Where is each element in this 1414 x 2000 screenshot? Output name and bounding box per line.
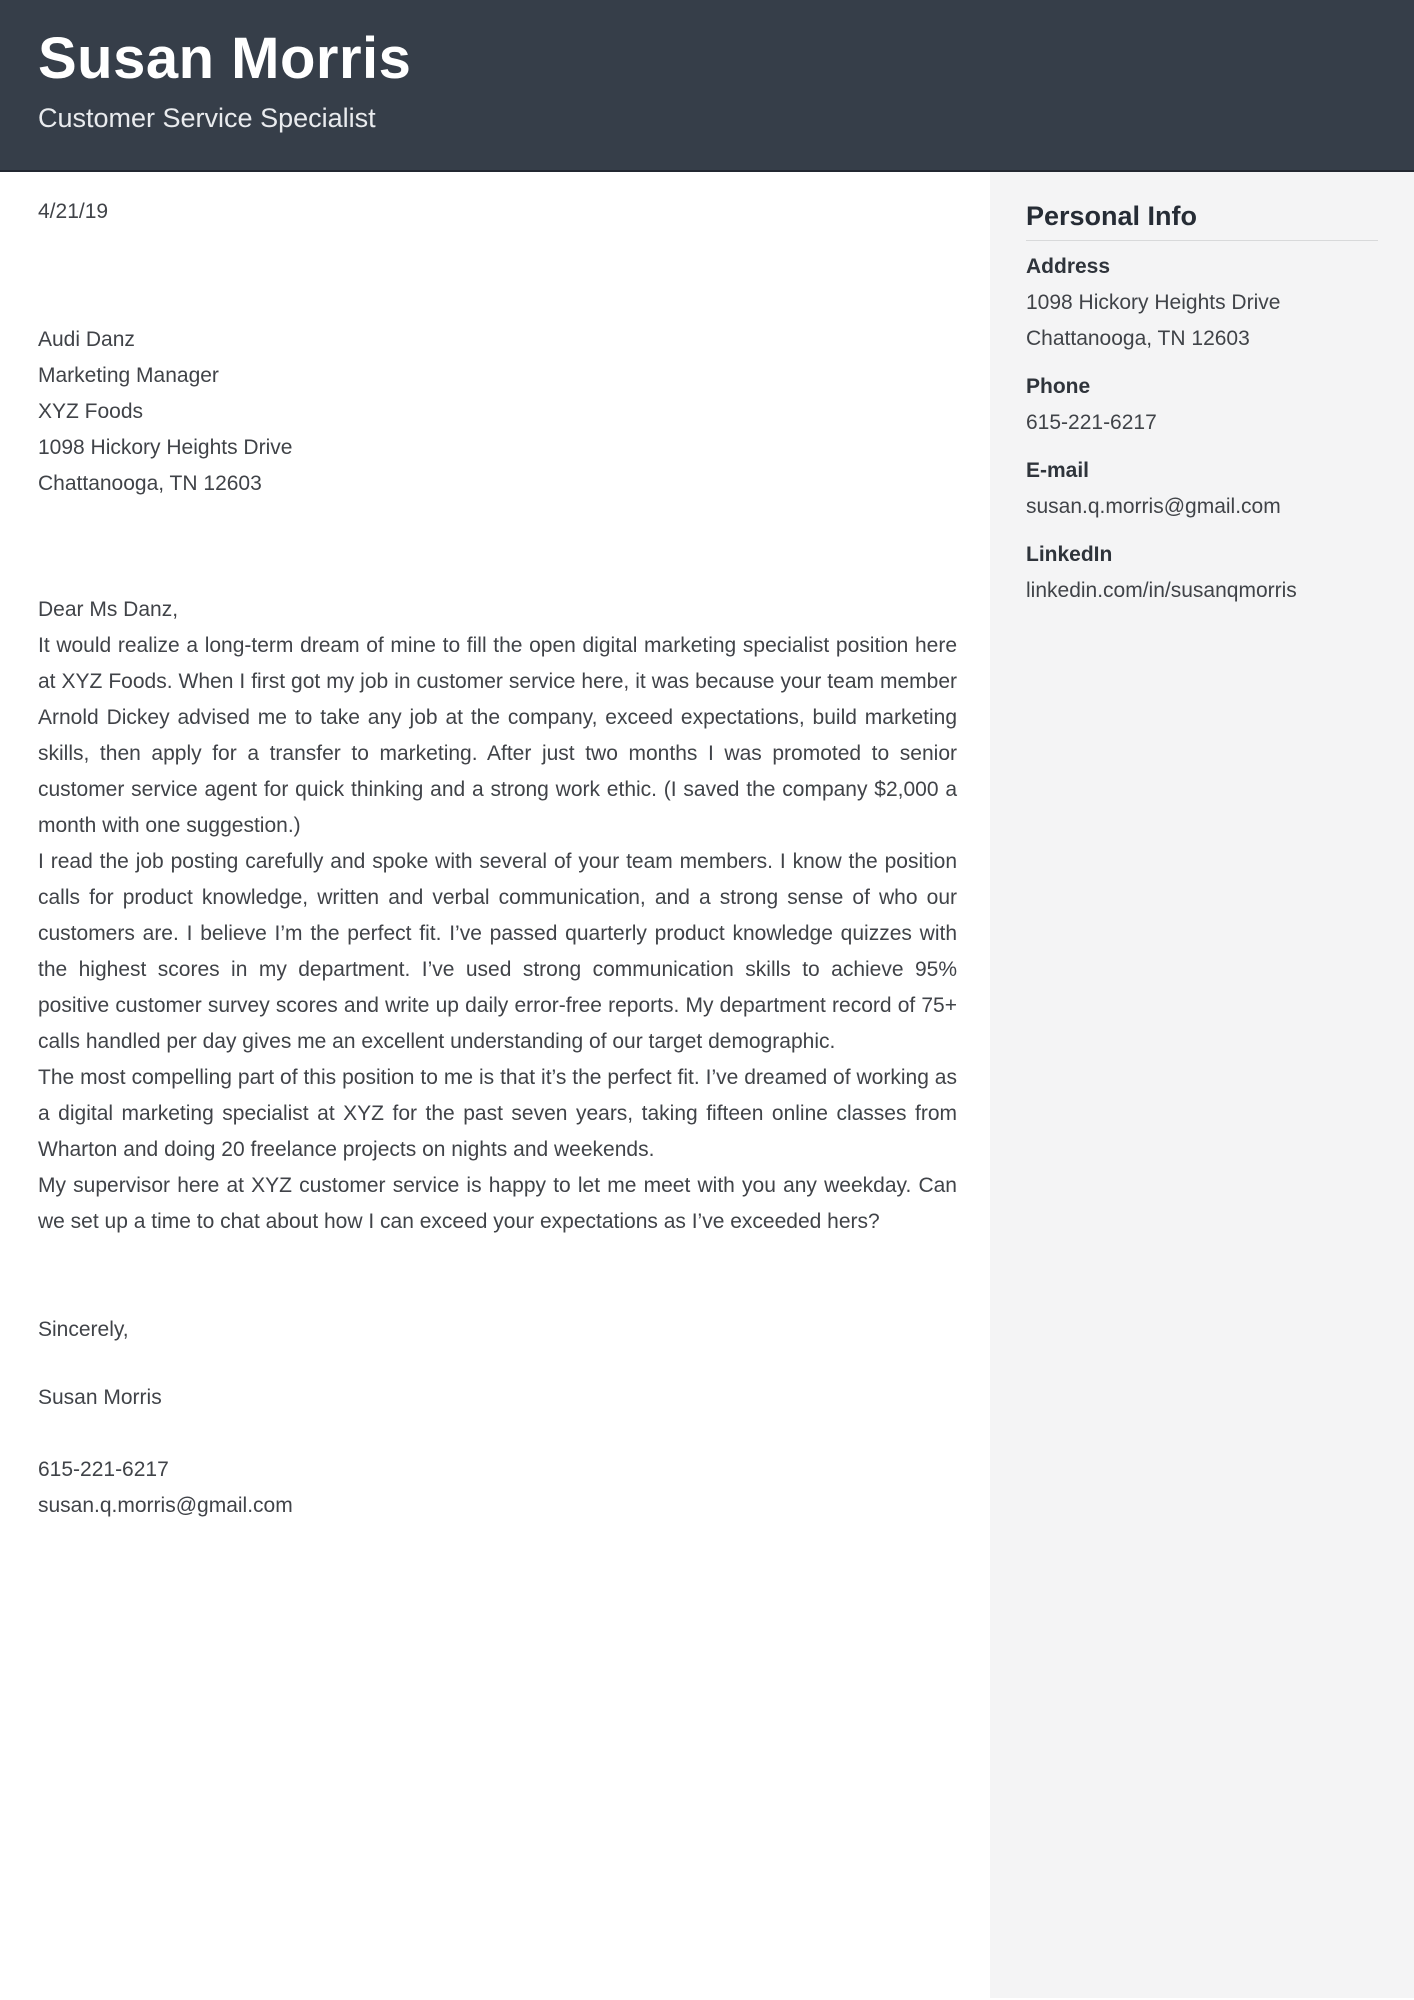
info-value-email: susan.q.morris@gmail.com bbox=[1026, 495, 1281, 518]
info-group-phone bbox=[1026, 369, 1378, 441]
signature-phone: 615-221-6217 bbox=[38, 1458, 169, 1481]
recipient-city: Chattanooga, TN 12603 bbox=[38, 472, 262, 495]
info-group-email bbox=[1026, 453, 1378, 525]
personal-info-heading: Personal Info bbox=[1026, 201, 1198, 231]
signature-email: susan.q.morris@gmail.com bbox=[38, 1494, 293, 1517]
letter-date: 4/21/19 bbox=[38, 200, 109, 223]
info-value-address-line1: 1098 Hickory Heights Drive bbox=[1026, 291, 1281, 314]
info-label-email: E-mail bbox=[1026, 459, 1090, 482]
recipient-block bbox=[38, 322, 957, 502]
recipient-company: XYZ Foods bbox=[38, 400, 144, 423]
signature-name: Susan Morris bbox=[38, 1386, 162, 1409]
info-group-address bbox=[1026, 249, 1378, 357]
info-group-linkedin bbox=[1026, 537, 1378, 609]
recipient-street: 1098 Hickory Heights Drive bbox=[38, 436, 293, 459]
signature-contact bbox=[38, 1452, 957, 1524]
info-label-phone: Phone bbox=[1026, 375, 1091, 398]
letter-paragraph: My supervisor here at XYZ customer service is happy to let me meet with you any weekday. Can we set up a time to chat about how I can exceed your expectations as I’ve exceeded hers? bbox=[38, 1174, 957, 1233]
recipient-title: Marketing Manager bbox=[38, 364, 219, 387]
personal-info-panel bbox=[990, 172, 1414, 1998]
info-value-address-line2: Chattanooga, TN 12603 bbox=[1026, 327, 1250, 350]
letter-body bbox=[0, 172, 990, 1998]
candidate-job-title: Customer Service Specialist bbox=[38, 103, 376, 133]
recipient-name: Audi Danz bbox=[38, 328, 135, 351]
info-value-phone: 615-221-6217 bbox=[1026, 411, 1157, 434]
info-value-linkedin: linkedin.com/in/susanqmorris bbox=[1026, 579, 1297, 602]
header bbox=[0, 0, 1414, 172]
letter-paragraph: It would realize a long-term dream of mine to fill the open digital marketing specialist position here at XYZ Foods. When I first got my job in customer service here, it was because your team member Arnold Dickey advised me to take any job at the company, exceed expectations, build marketing skills, then apply for a transfer to marketing. After just two months I was promoted to senior customer service agent for quick thinking and a strong work ethic. (I saved the company $2,000 a month with one suggestion.) bbox=[38, 634, 957, 837]
closing: Sincerely, bbox=[38, 1318, 129, 1341]
letter-paragraph: I read the job posting carefully and spoke with several of your team members. I know the position calls for product knowledge, written and verbal communication, and a strong sense of who our customers are. I believe I’m the perfect fit. I’ve passed quarterly product knowledge quizzes with the highest scores in my department. I’ve used strong communication skills to achieve 95% positive customer survey scores and write up daily error-free reports. My department record of 75+ calls handled per day gives me an excellent understanding of our target demographic. bbox=[38, 850, 957, 1053]
letter-paragraph: The most compelling part of this position to me is that it’s the perfect fit. I’ve dreamed of working as a digital marketing specialist at XYZ for the past seven years, taking fifteen online classes from Wharton and doing 20 freelance projects on nights and weekends. bbox=[38, 1066, 957, 1161]
info-label-address: Address bbox=[1026, 255, 1111, 278]
divider bbox=[1026, 240, 1378, 241]
info-label-linkedin: LinkedIn bbox=[1026, 543, 1113, 566]
content bbox=[0, 172, 1414, 1998]
salutation: Dear Ms Danz, bbox=[38, 598, 179, 621]
candidate-name: Susan Morris bbox=[38, 26, 412, 91]
